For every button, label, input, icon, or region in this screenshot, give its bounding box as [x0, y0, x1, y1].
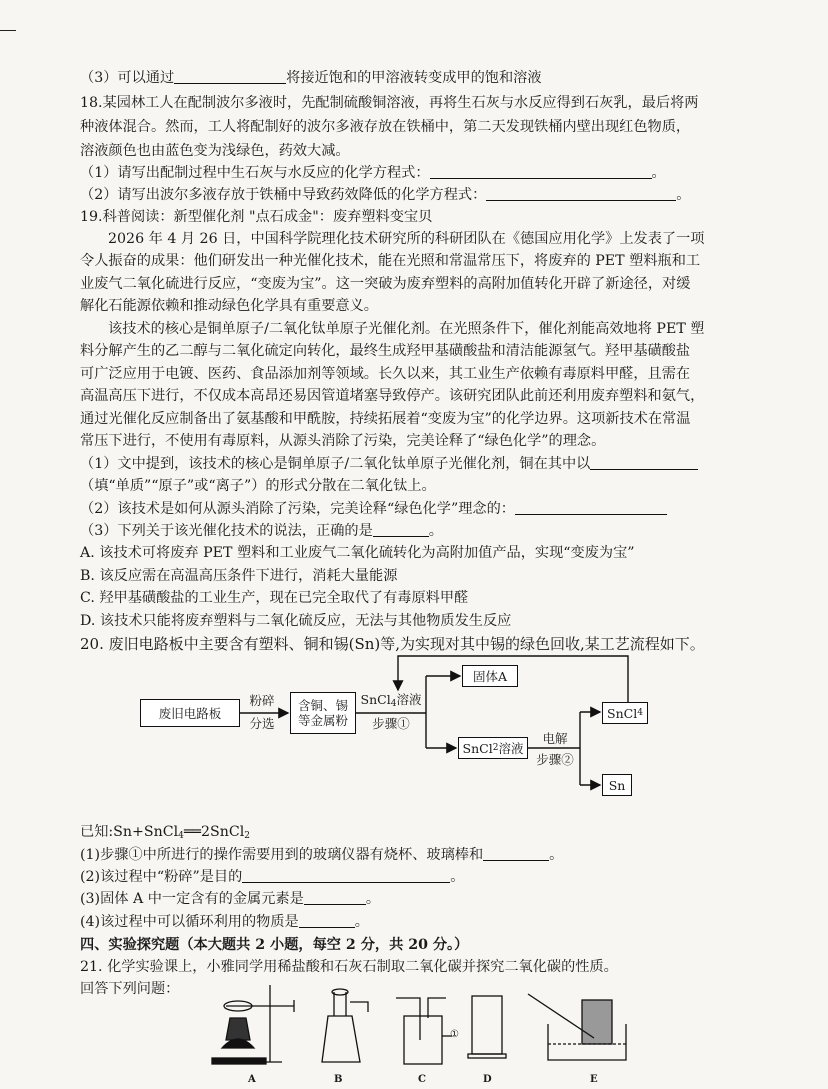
box-sncl4: SnCl 4: [602, 702, 648, 724]
q19-para1-line: 解化石能源依赖和推动绿色化学具有重要意义。: [80, 298, 378, 314]
q19-option-b: B. 该反应需在高温高压条件下进行，消耗大量能源: [80, 568, 398, 584]
q18-stem-line: 18.某园林工人在配制波尔多液时，先配制硫酸铜溶液，再将生石灰与水反应得到石灰乳，最后将两: [80, 95, 699, 111]
q18-stem-line: 种液体混合。然而，工人将配制好的波尔多液存放在铁桶中，第二天发现铁桶内壁出现红色物质，: [80, 119, 691, 135]
q19-part2: （2）该技术是如何从源头消除了污染，完美诠释“绿色化学”理念的：: [80, 499, 667, 519]
q19-para2-line: 可广泛应用于电镀、医药、食品添加剂等领域。长久以来，其工业生产依赖有毒原料甲醛，且需在: [80, 366, 691, 382]
q20-part2: (2)该过程中“粉碎”是目的 。: [80, 869, 465, 885]
label-step1: 步骤①: [372, 716, 410, 731]
label-step2: 步骤②: [536, 752, 574, 767]
q19-para1-line: 业废气二氧化硫进行反应，“变废为宝”。这一突破为废弃塑料的高附加值转化开辟了新途径，对缓: [80, 276, 691, 292]
q21-prompt: 回答下列问题：: [80, 981, 180, 997]
q19-option-a: A. 该技术可将废弃 PET 塑料和工业废气二氧化硫转化为高附加值产品，实现“变废为宝”: [80, 545, 635, 561]
q19-para2-line: 该技术的核心是铜单原子/二氧化钛单原子光催化剂。在光照条件下，催化剂能高效地将 PET 塑: [108, 321, 705, 337]
label-crush: 粉碎: [249, 693, 275, 708]
q20-part1: (1)步骤①中所进行的操作需要用到的玻璃仪器有烧杯、玻璃棒和 。: [80, 847, 564, 863]
q18-stem-line: 溶液颜色也由蓝色变为浅绿色，药效大减。: [80, 143, 350, 159]
label-electrolysis: 电解: [542, 731, 568, 746]
q18-part2: （2）请写出波尔多液存放于铁桶中导致药效降低的化学方程式： 。: [80, 187, 691, 203]
q19-para2-line: 高温高压下进行，不仅成本高昂还易因管道堵塞导致停产。该研究团队此前还利用废弃塑料和氨气，: [80, 388, 705, 404]
box-metal-powder: 含铜、锡 等金属粉: [290, 692, 356, 734]
q19-title: 19.科普阅读：新型催化剂 "点石成金"：废弃塑料变宝贝: [80, 209, 433, 225]
apparatus-label-c: C: [418, 1074, 426, 1085]
apparatus-c: [396, 998, 452, 1064]
q19-para2-line: 料分解产生的乙二醇与二氧化硫定向转化，最终生成羟甲基磺酸盐和清洁能源氢气。羟甲基磺酸盐: [80, 343, 691, 359]
q19-part1-cont: （填“单质”“原子”或“离子”）的形式分散在二氧化钛上。: [80, 478, 436, 494]
apparatus-a: [212, 985, 294, 1064]
q20-part3: (3)固体 A 中一定含有的金属元素是 。: [80, 891, 381, 907]
q19-para2-line: 常压下进行，不使用有毒原料，从源头消除了污染，完美诠释了“绿色化学”的理念。: [80, 433, 606, 449]
q18-part1: （1）请写出配制过程中生石灰与水反应的化学方程式： 。: [80, 165, 666, 181]
q17-part3: （3）可以通过 将接近饱和的甲溶液转变成甲的饱和溶液: [80, 70, 542, 86]
apparatus-e: [528, 994, 626, 1060]
q19-part1: （1）文中提到，该技术的核心是铜单原子/二氧化钛单原子光催化剂，铜在其中以: [80, 454, 698, 474]
apparatus-label-d: D: [483, 1074, 492, 1085]
apparatus-c-circle-1: ①: [450, 1029, 459, 1040]
label-reagent: SnCl$_4$溶液: [360, 692, 422, 709]
apparatus-d: [468, 996, 506, 1058]
q21-stem: 21. 化学实验课上，小雅同学用稀盐酸和石灰石制取二氧化碳并探究二氧化碳的性质。: [80, 959, 618, 975]
apparatus-label-e: E: [590, 1074, 598, 1085]
q19-para1-line: 2026 年 4 月 26 日，中国科学院理化技术研究所的科研团队在《德国应用化学》上发表了一项: [108, 231, 705, 247]
q20-stem: 20. 废旧电路板中主要含有塑料、铜和锡(Sn)等,为实现对其中锡的绿色回收,某工艺流程如下。: [80, 635, 705, 653]
q19-option-c: C. 羟甲基磺酸盐的工业生产，现在已完全取代了有毒原料甲醛: [80, 590, 469, 606]
q19-option-d: D. 该技术只能将废弃塑料与二氧化硫反应，无法与其他物质发生反应: [80, 613, 512, 629]
box-solid-a: 固体A: [462, 665, 518, 687]
box-sncl2: SnCl 2 溶液: [458, 737, 528, 759]
q19-part3: （3）下列关于该光催化技术的说法，正确的是 。: [80, 523, 443, 539]
box-waste-board: 废旧电路板: [140, 699, 240, 727]
label-sort: 分选: [249, 716, 275, 731]
box-sn: Sn: [602, 774, 632, 796]
q19-para1-line: 令人振奋的成果：他们研发出一种光催化技术，能在光照和常温常压下，将废弃的 PET 塑料瓶和工: [80, 253, 701, 269]
apparatus-b: [322, 989, 368, 1062]
apparatus-label-a: A: [248, 1074, 256, 1085]
section4-title: 四、实验探究题（本大题共 2 小题，每空 2 分，共 20 分。）: [80, 937, 469, 953]
q20-part4: (4)该过程中可以循环利用的物质是 。: [80, 914, 369, 930]
q20-known: 已知:Sn+SnCl$_4$══2SnCl$_2$: [80, 824, 250, 841]
apparatus-label-b: B: [334, 1074, 343, 1085]
q19-para2-line: 通过光催化反应制备出了氨基酸和甲酰胺，持续拓展着“变废为宝”的化学边界。这项新技术在常温: [80, 411, 691, 427]
